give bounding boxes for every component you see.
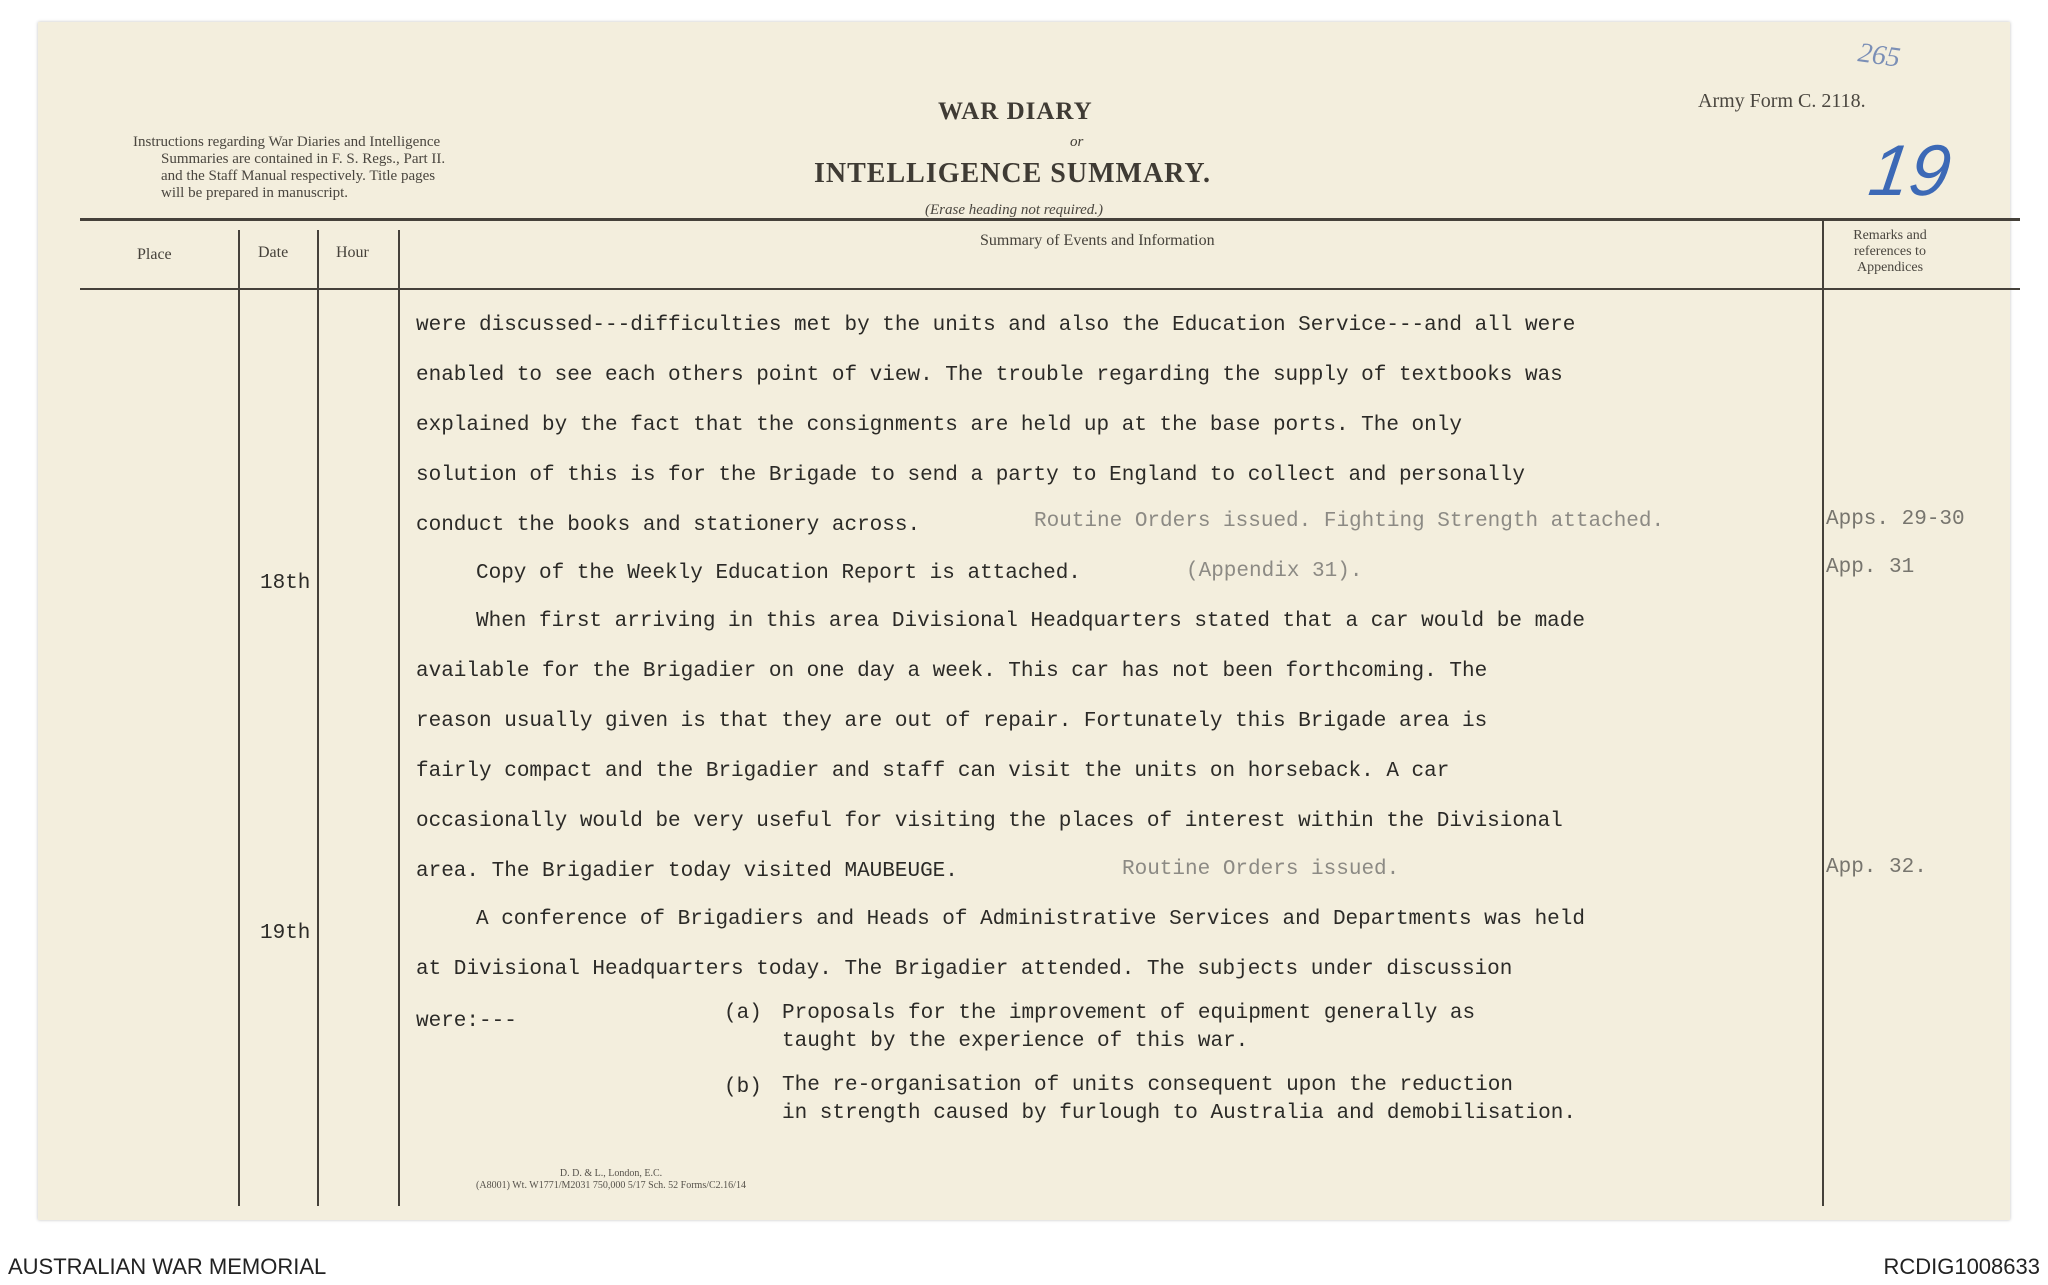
summary-line: in strength caused by furlough to Australia and demobilisation. [782,1102,1576,1125]
instructions-block [133,134,553,202]
summary-line: explained by the fact that the consignments are held up at the base ports. The only [416,414,1462,437]
column-rule [1822,218,1824,1206]
summary-line: When first arriving in this area Divisional Headquarters stated that a car would be made [476,610,1585,633]
remarks-header-line: references to [1854,244,1926,259]
summary-line-faint: (Appendix 31). [1186,560,1363,583]
column-rule [317,230,319,1206]
pen-folio-number: 19 [1864,131,1956,211]
summary-line-faint: Routine Orders issued. [1122,858,1400,881]
imprint-line: D. D. & L., London, E.C. [559,1168,663,1179]
remarks-header-line: Remarks and [1853,228,1927,243]
summary-line: Proposals for the improvement of equipment generally as [782,1002,1476,1025]
summary-line: were discussed---difficulties met by the units and also the Education Service---and all were [416,314,1576,337]
title-intelligence-summary: INTELLIGENCE SUMMARY. [814,158,1212,189]
diary-page [38,22,2010,1220]
imprint-line: (A8001) Wt. W1771/M2031 750,000 5/17 Sch. 52 Forms/C2.16/14 [476,1180,746,1191]
appendix-reference: Apps. 29-30 [1826,508,1965,531]
printer-imprint [446,1168,776,1192]
title-or: or [1070,134,1084,150]
column-header-summary: Summary of Events and Information [980,232,1215,249]
title-war-diary: WAR DIARY [938,98,1093,125]
remarks-header-line: Appendices [1856,260,1924,275]
summary-line: were:--- [416,1010,517,1033]
instructions-line: and the Staff Manual respectively. Title pages [161,168,436,184]
summary-line: reason usually given is that they are out of repair. Fortunately this Brigade area is [416,710,1488,733]
column-rule [238,230,240,290]
summary-line: fairly compact and the Brigadier and staff can visit the units on horseback. A car [416,760,1450,783]
summary-line: available for the Brigadier on one day a week. This car has not been forthcoming. The [416,660,1488,683]
list-marker: (a) [724,1002,762,1025]
appendix-reference: App. 32. [1826,856,1927,879]
archive-credit: AUSTRALIAN WAR MEMORIAL [8,1254,327,1279]
summary-line: at Divisional Headquarters today. The Brigadier attended. The subjects under discussion [416,958,1513,981]
table-top-rule [80,218,2020,221]
erase-note: (Erase heading not required.) [925,202,1104,218]
instructions-line: will be prepared in manuscript. [161,185,349,201]
column-header-place: Place [137,246,172,263]
summary-line: area. The Brigadier today visited MAUBEUGE. [416,860,958,883]
summary-line: taught by the experience of this war. [782,1030,1249,1053]
column-header-date: Date [258,244,289,261]
appendix-reference: App. 31 [1826,556,1915,579]
column-rule [398,230,400,1206]
column-rule [238,290,240,1206]
instructions-line: Instructions regarding War Diaries and Intelligence [133,134,441,150]
summary-line: The re-organisation of units consequent upon the reduction [782,1074,1513,1097]
army-form-number: Army Form C. 2118. [1698,90,1866,112]
summary-line: conduct the books and stationery across. [416,514,921,537]
summary-line: A conference of Brigadiers and Heads of Administrative Services and Departments was held [476,908,1585,931]
summary-line: enabled to see each others point of view. The trouble regarding the supply of textbooks was [416,364,1563,387]
summary-line: occasionally would be very useful for visiting the places of interest within the Divisional [416,810,1563,833]
list-marker: (b) [724,1076,762,1099]
column-header-remarks [1822,228,1958,276]
entry-date: 19th [260,922,311,945]
summary-line: Copy of the Weekly Education Report is attached. [476,562,1081,585]
pen-page-number: 265 [1856,37,1903,74]
table-header-rule [80,288,2020,290]
column-header-hour: Hour [336,244,369,261]
summary-line-faint: Routine Orders issued. Fighting Strength attached. [1034,510,1665,533]
instructions-line: Summaries are contained in F. S. Regs., Part II. [161,151,446,167]
archive-item-id: RCDIG1008633 [1883,1254,2040,1279]
summary-line: solution of this is for the Brigade to send a party to England to collect and personally [416,464,1525,487]
entry-date: 18th [260,572,311,595]
